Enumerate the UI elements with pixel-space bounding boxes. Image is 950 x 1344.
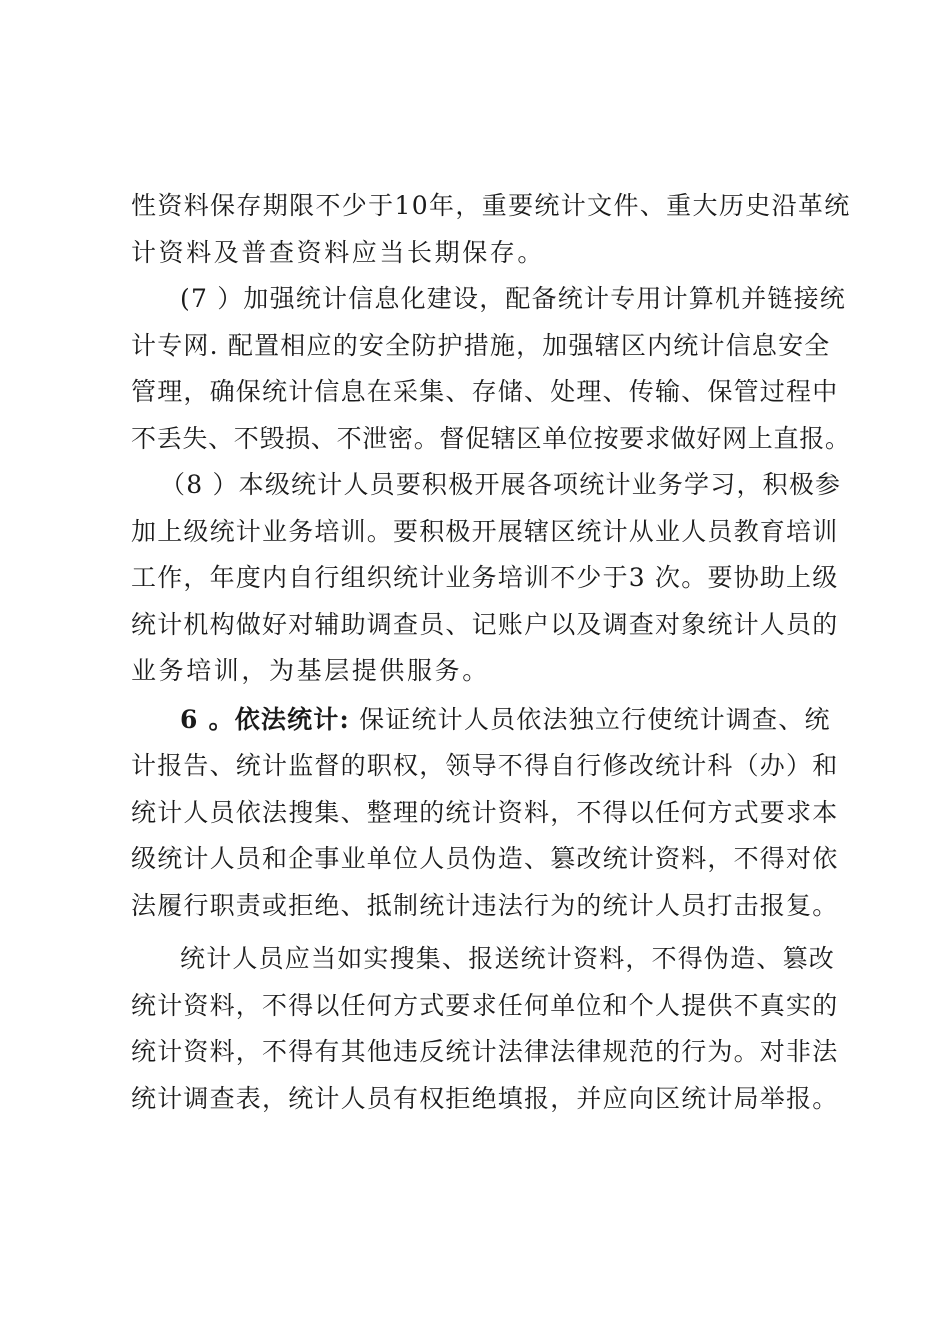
paragraph-line-3: (7 ）加强统计信息化建设，配备统计专用计算机并链接统 [180,284,847,313]
paragraph-line-20: 统计调查表，统计人员有权拒绝填报，并应向区统计局举报。 [131,1084,839,1113]
paragraph-line-19: 统计资料，不得有其他违反统计法律法律规范的行为。对非法 [131,1037,839,1066]
paragraph-line-15: 级统计人员和企事业单位人员伪造、篡改统计资料，不得对依 [131,844,839,873]
paragraph-line-9: 工作，年度内自行组织统计业务培训不少于3 次。要协助上级 [131,563,839,592]
paragraph-line-10: 统计机构做好对辅助调查员、记账户以及调查对象统计人员的 [131,610,839,639]
paragraph-line-6: 不丢失、不毁损、不泄密。督促辖区单位按要求做好网上直报。 [131,424,851,453]
paragraph-line-16: 法履行职责或拒绝、抵制统计违法行为的统计人员打击报复。 [131,891,839,920]
paragraph-line-13: 计报告、统计监督的职权，领导不得自行修改统计科（办）和 [131,751,839,780]
paragraph-line-8: 加上级统计业务培训。要积极开展辖区统计从业人员教育培训 [131,517,839,546]
paragraph-line-2: 计资料及普查资料应当长期保存。 [131,238,546,267]
paragraph-line-1: 性资料保存期限不少于10年，重要统计文件、重大历史沿革统 [131,191,851,220]
paragraph-line-4: 计专网. 配置相应的安全防护措施，加强辖区内统计信息安全 [131,331,831,360]
paragraph-line-11: 业务培训，为基层提供服务。 [131,656,490,685]
paragraph-line-7: （8 ）本级统计人员要积极开展各项统计业务学习，积极参 [160,470,842,499]
paragraph-line-17: 统计人员应当如实搜集、报送统计资料，不得伪造、篡改 [180,944,836,973]
section-heading-text: 保证统计人员依法独立行使统计调查、统 [349,705,831,734]
paragraph-line-18: 统计资料，不得以任何方式要求任何单位和个人提供不真实的 [131,991,839,1020]
paragraph-line-5: 管理，确保统计信息在采集、存储、处理、传输、保管过程中 [131,377,839,406]
paragraph-line-14: 统计人员依法搜集、整理的统计资料，不得以任何方式要求本 [131,798,839,827]
paragraph-line-12 [180,697,851,743]
section-heading: 6 。依法统计: [180,705,350,734]
